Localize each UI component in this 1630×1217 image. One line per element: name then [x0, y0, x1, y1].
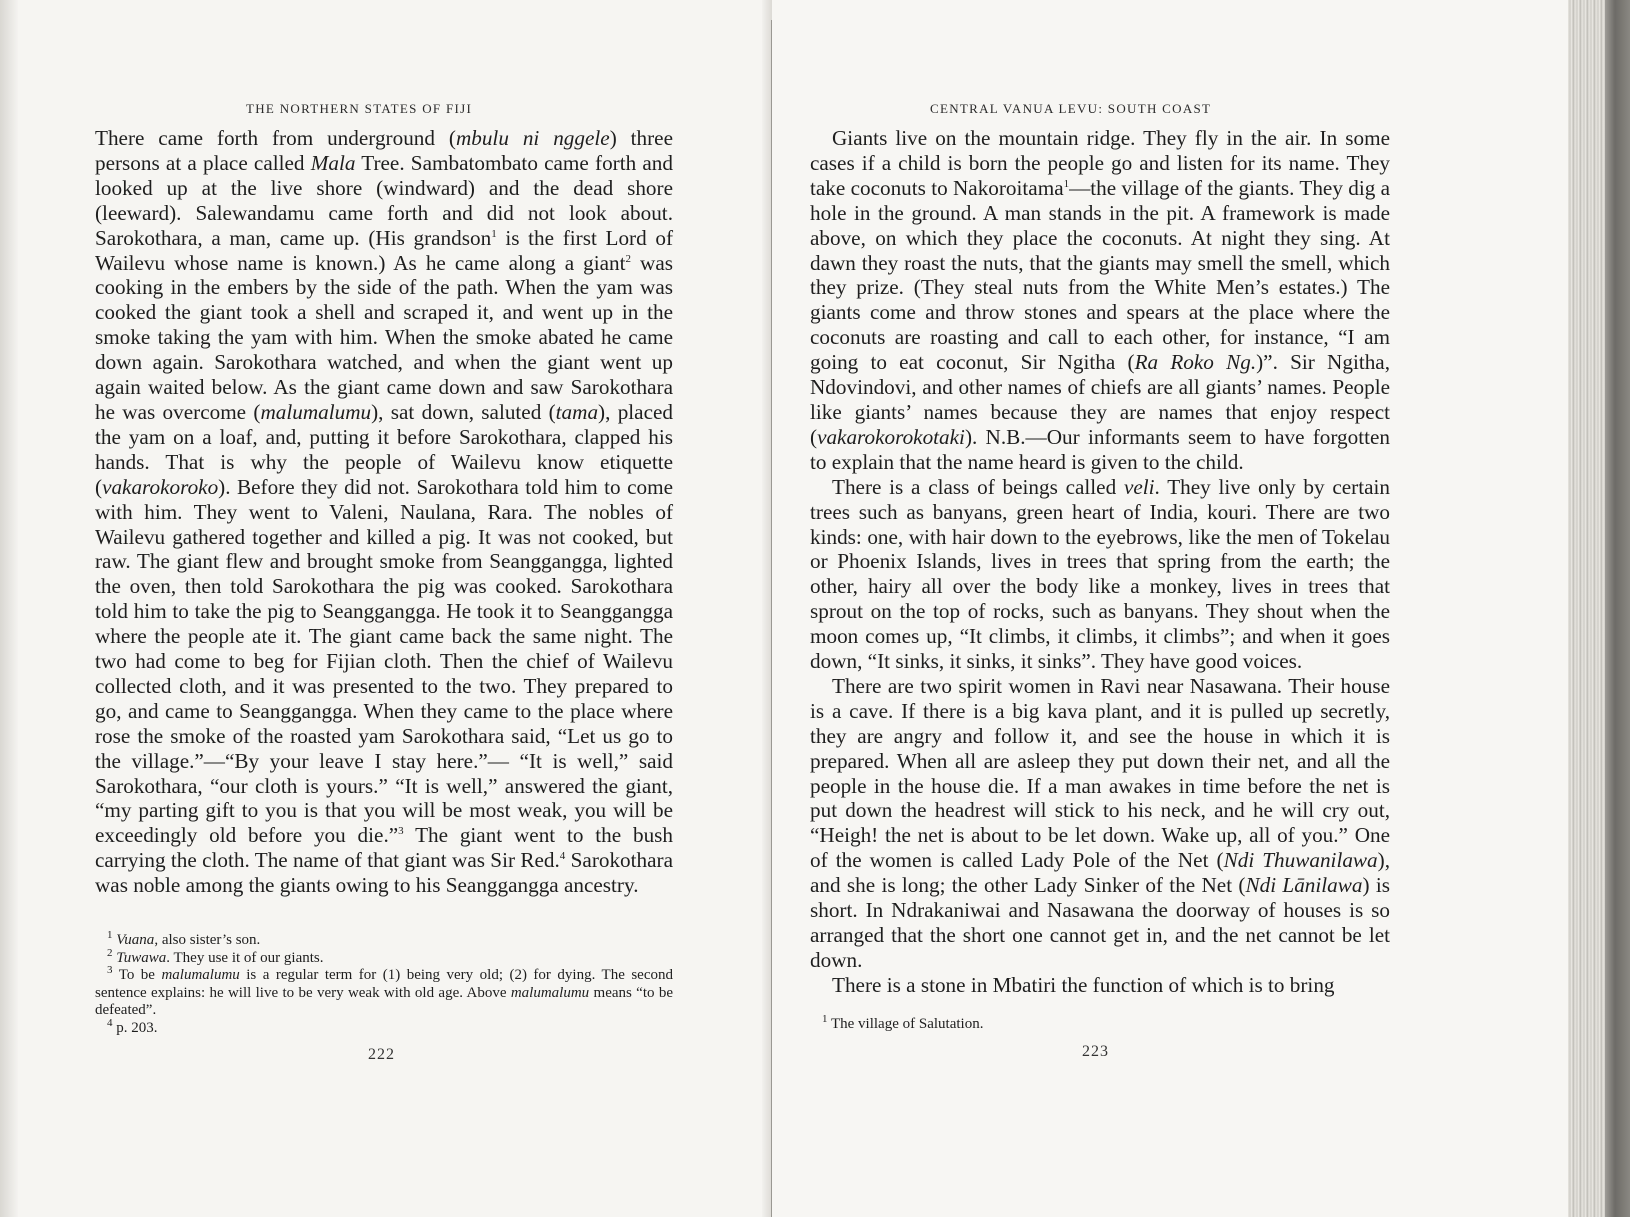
- left-paragraph: There came forth from underground (mbulu ni nggele) three persons at a place called Mala Tree. Sambatombato came forth and looked up at the live shore (windward) and the dead shore (leeward). Salewandamu came forth and did not look about. Sarokothara, a man, came up. (His grandson$^1$ is the first Lord of Wailevu whose name is known.) As he came along a giant$^2$ was cooking in the embers by the side of the path. When the yam was cooked the giant took a shell and scraped it, and went up in the smoke taking the yam with him. When the smoke abated he came down again. Sarokothara watched, and when the giant went up again waited below. As the giant came down and saw Sarokothara he was overcome (malumalumu), sat down, saluted (tama), placed the yam on a loaf, and, putting it before Sarokothara, clapped his hands. That is why the people of Wailevu know etiquette (vakarokoroko). Before they did not. Sarokothara told him to come with him. They went to Valeni, Naulana, Rara. The nobles of Wailevu gathered together and killed a pig. It was not cooked, but raw. The giant flew and brought smoke from Seanggangga, lighted the oven, then told Sarokothara the pig was cooked. Sarokothara told him to take the pig to Seanggangga. He took it to Seanggangga where the people ate it. The giant came back the same night. The two had come to beg for Fijian cloth. Then the chief of Wailevu collected cloth, and it was presented to the two. They prepared to go, and came to Seanggangga. When they came to the place where rose the smoke of the roasted yam Sarokothara said, “Let us go to the village.”—“By your leave I stay here.”— “It is well,” said Sarokothara, “our cloth is yours.” “It is well,” answered the giant, “my parting gift to you is that you will be most weak, you will be exceedingly old before you die.”$^3$ The giant went to the bush carrying the cloth. The name of that giant was Sir Red.$^4$ Sarokothara was noble among the giants owing to his Seanggangga ancestry.: [95, 126, 674, 898]
- left-body-text: [95, 126, 673, 898]
- right-footnotes: [810, 1013, 1390, 1034]
- page-number-left: 222: [368, 1046, 395, 1063]
- left-footnotes: [95, 929, 673, 1037]
- left-footnote: $^4$ p. 203.: [107, 1016, 158, 1036]
- left-footnote: $^2$ Tuwawa. They use it of our giants.: [107, 946, 324, 966]
- right-footnote: $^1$ The village of Salutation.: [822, 1013, 984, 1032]
- page-edges-shadow: [1605, 0, 1630, 1217]
- left-footnote: $^1$ Vuana, also sister’s son.: [107, 929, 261, 948]
- binding-edge: [0, 0, 18, 1217]
- right-paragraph: Giants live on the mountain ridge. They fly in the air. In some cases if a child is born the people go and listen for its name. They take coconuts to Nakoroitama$^1$—the village of the giants. They dig a hole in the ground. A man stands in the pit. A framework is made above, on which they place the coconuts. At night they sing. At dawn they roast the nuts, that the giants may smell the smell, which they prize. (They steal nuts from the White Men’s estates.) The giants come and throw stones and spears at the place where the coconuts are roasting and call to each other, for instance, “I am going to eat coconut, Sir Ngitha (Ra Roko Ng.)”. Sir Ngitha, Ndovindovi, and other names of chiefs are all giants’ names. People like giants’ names because they are names that enjoy respect (vakarokorokotaki). N.B.—Our informants seem to have forgotten to explain that the name heard is given to the child.: [810, 126, 1391, 474]
- right-paragraph: There is a stone in Mbatiri the function of which is to bring: [832, 972, 1335, 997]
- running-head-left: THE NORTHERN STATES OF FIJI: [246, 101, 473, 116]
- running-head-right: CENTRAL VANUA LEVU: SOUTH COAST: [930, 101, 1212, 116]
- right-paragraph: There is a class of beings called veli. They live only by certain trees such as banyans, green heart of India, kouri. There are two kinds: one, with hair down to the eyebrows, like the men of Tokelau or Phoenix Islands, lives in trees that spring from the earth; the other, hairy all over the body like a monkey, lives in trees that sprout on the top of rocks, such as banyans. They shout when the moon comes up, “It climbs, it climbs, it climbs”; and when it goes down, “It sinks, it sinks, it sinks”. They have good voices.: [810, 474, 1390, 674]
- right-page: [772, 0, 1572, 1217]
- left-footnote: $^3$ To be malumalumu is a regular term for (1) being very old; (2) for dying. The second sentence explains: he will live to be very weak with old age. Above malumalumu means “to be defeated”.: [95, 964, 673, 1018]
- right-paragraph: There are two spirit women in Ravi near Nasawana. Their house is a cave. If there is a big kava plant, and it is pulled up secretly, they are angry and follow it, and see the house in which it is prepared. When all are asleep they put down their net, and all the people in the house die. If a man awakes in time before the net is put down the headrest will stick to his neck, and he will cry out, “Heigh! the net is about to be let down. Wake up, all of you.” One of the women is called Lady Pole of the Net (Ndi Thuwanilawa), and she is long; the other Lady Sinker of the Net (Ndi Lānilawa) is short. In Ndrakaniwai and Nasawana the doorway of houses is so arranged that the short one cannot get in, and the net cannot be let down.: [810, 673, 1391, 972]
- right-body-text: [810, 126, 1390, 998]
- left-page: [0, 0, 770, 1217]
- page-number-right: 223: [1082, 1043, 1109, 1060]
